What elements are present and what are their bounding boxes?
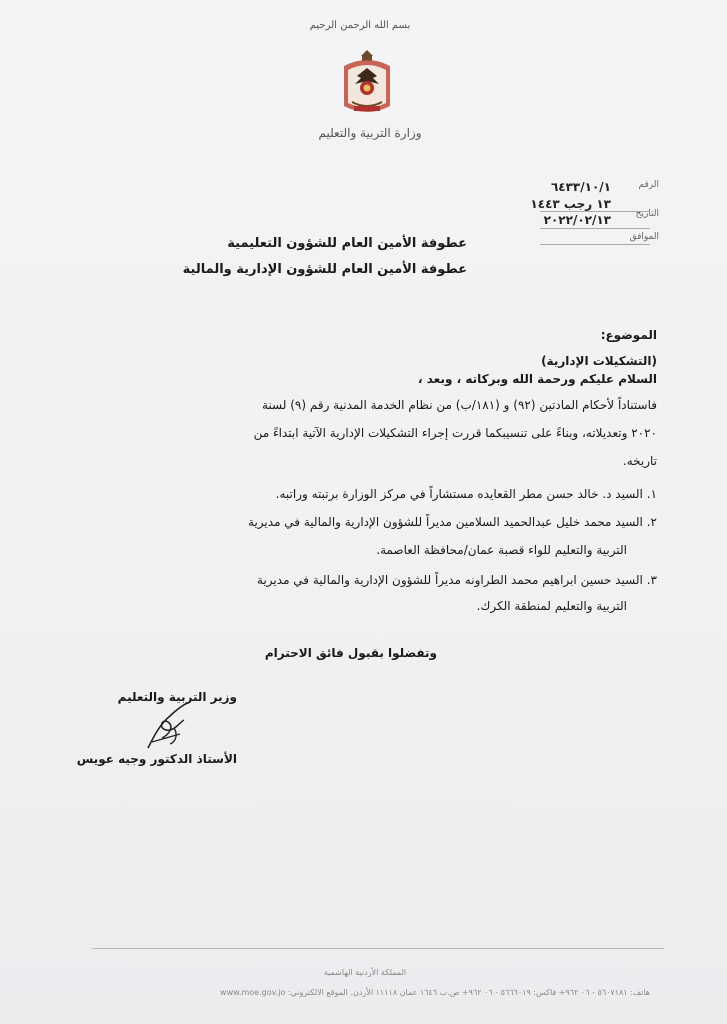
item-number: ١. bbox=[646, 487, 657, 501]
addressee-2: عطوفة الأمين العام للشؤون الإدارية والمالية bbox=[182, 262, 467, 277]
list-item-continuation bbox=[67, 540, 627, 560]
footer-country: المملكة الأردنية الهاشمية bbox=[323, 968, 407, 977]
list-item-continuation bbox=[67, 596, 627, 616]
footer-contact bbox=[70, 988, 650, 997]
signer-name: الأستاذ الدكتور وجيه عويس bbox=[76, 752, 237, 766]
coat-of-arms-icon bbox=[336, 48, 398, 120]
handwritten-signature-icon bbox=[140, 698, 200, 756]
number-value: ٦٤٣٣/١٠/١ bbox=[550, 180, 611, 194]
item-text: السيد د. خالد حسن مطر القعايده مستشاراً في مركز الوزارة برتبته وراتبه. bbox=[275, 487, 643, 501]
gregorian-date-row bbox=[499, 213, 659, 229]
gregorian-date: ٢٠٢٢/٠٢/١٣ bbox=[543, 213, 611, 227]
item-text: السيد محمد خليل عبدالحميد السلامين مديراً للشؤون الإدارية والمالية في مديرية bbox=[248, 515, 643, 529]
ministry-name: وزارة التربية والتعليم bbox=[318, 126, 422, 140]
date-label: التاريخ bbox=[635, 209, 659, 219]
number-label: الرقم bbox=[638, 180, 659, 190]
corresponding-label: الموافق bbox=[629, 232, 659, 242]
subject-value: (التشكيلات الإدارية) bbox=[541, 354, 657, 368]
body-line-1: فاستناداً لأحكام المادتين (٩٢) و (١٨١/ب) من نظام الخدمة المدنية رقم (٩) لسنة bbox=[261, 398, 657, 412]
closing: وتفضلوا بقبول فائق الاحترام bbox=[264, 646, 437, 660]
item-text: التربية والتعليم لمنطقة الكرك. bbox=[476, 599, 627, 613]
footer-divider bbox=[92, 948, 664, 949]
item-text: السيد حسين ابراهيم محمد الطراونه مديراً للشؤون الإدارية والمالية في مديرية bbox=[257, 573, 643, 587]
list-item bbox=[67, 484, 657, 504]
body-line-2: ٢٠٢٠ وتعديلاته، وبناءً على تنسيبكما قررت إجراء التشكيلات الإدارية الآتية ابتداءً من bbox=[253, 426, 657, 440]
corresponding-row bbox=[499, 232, 659, 248]
top-inscription: بسم الله الرحمن الرحيم bbox=[309, 20, 411, 31]
meta-divider bbox=[540, 244, 650, 245]
addressee-1: عطوفة الأمين العام للشؤون التعليمية bbox=[227, 236, 467, 251]
footer-contact-text: هاتف: ٥٦٠٧١٨١ - ٠٦ ٩٦٢+ فاكس: ٥٦٦٦٠١٩ - ٠٦ ٩٦٢+ ص.ب ١٦٤٦ عمان ١١١١٨ الأردن. الموقع الالكتروني: bbox=[287, 988, 650, 997]
item-text: التربية والتعليم للواء قصبة عمان/محافظة العاصمة. bbox=[376, 543, 627, 557]
meta-divider bbox=[540, 228, 650, 229]
meta-divider bbox=[540, 211, 650, 212]
reference-number-row bbox=[499, 180, 659, 196]
greeting: السلام عليكم ورحمة الله وبركاته ، وبعد ، bbox=[418, 372, 657, 386]
list-item bbox=[67, 570, 657, 590]
item-number: ٢. bbox=[646, 515, 657, 529]
item-number: ٣. bbox=[646, 573, 657, 587]
list-item bbox=[67, 512, 657, 532]
subject-label: الموضوع: bbox=[600, 328, 657, 342]
signer-title: وزير التربية والتعليم bbox=[117, 690, 237, 704]
footer-website: www.moe.gov.jo bbox=[220, 988, 286, 997]
body-line-3: تاريخه. bbox=[622, 454, 657, 468]
hijri-date: ١٣ رجب ١٤٤٣ bbox=[530, 197, 611, 211]
